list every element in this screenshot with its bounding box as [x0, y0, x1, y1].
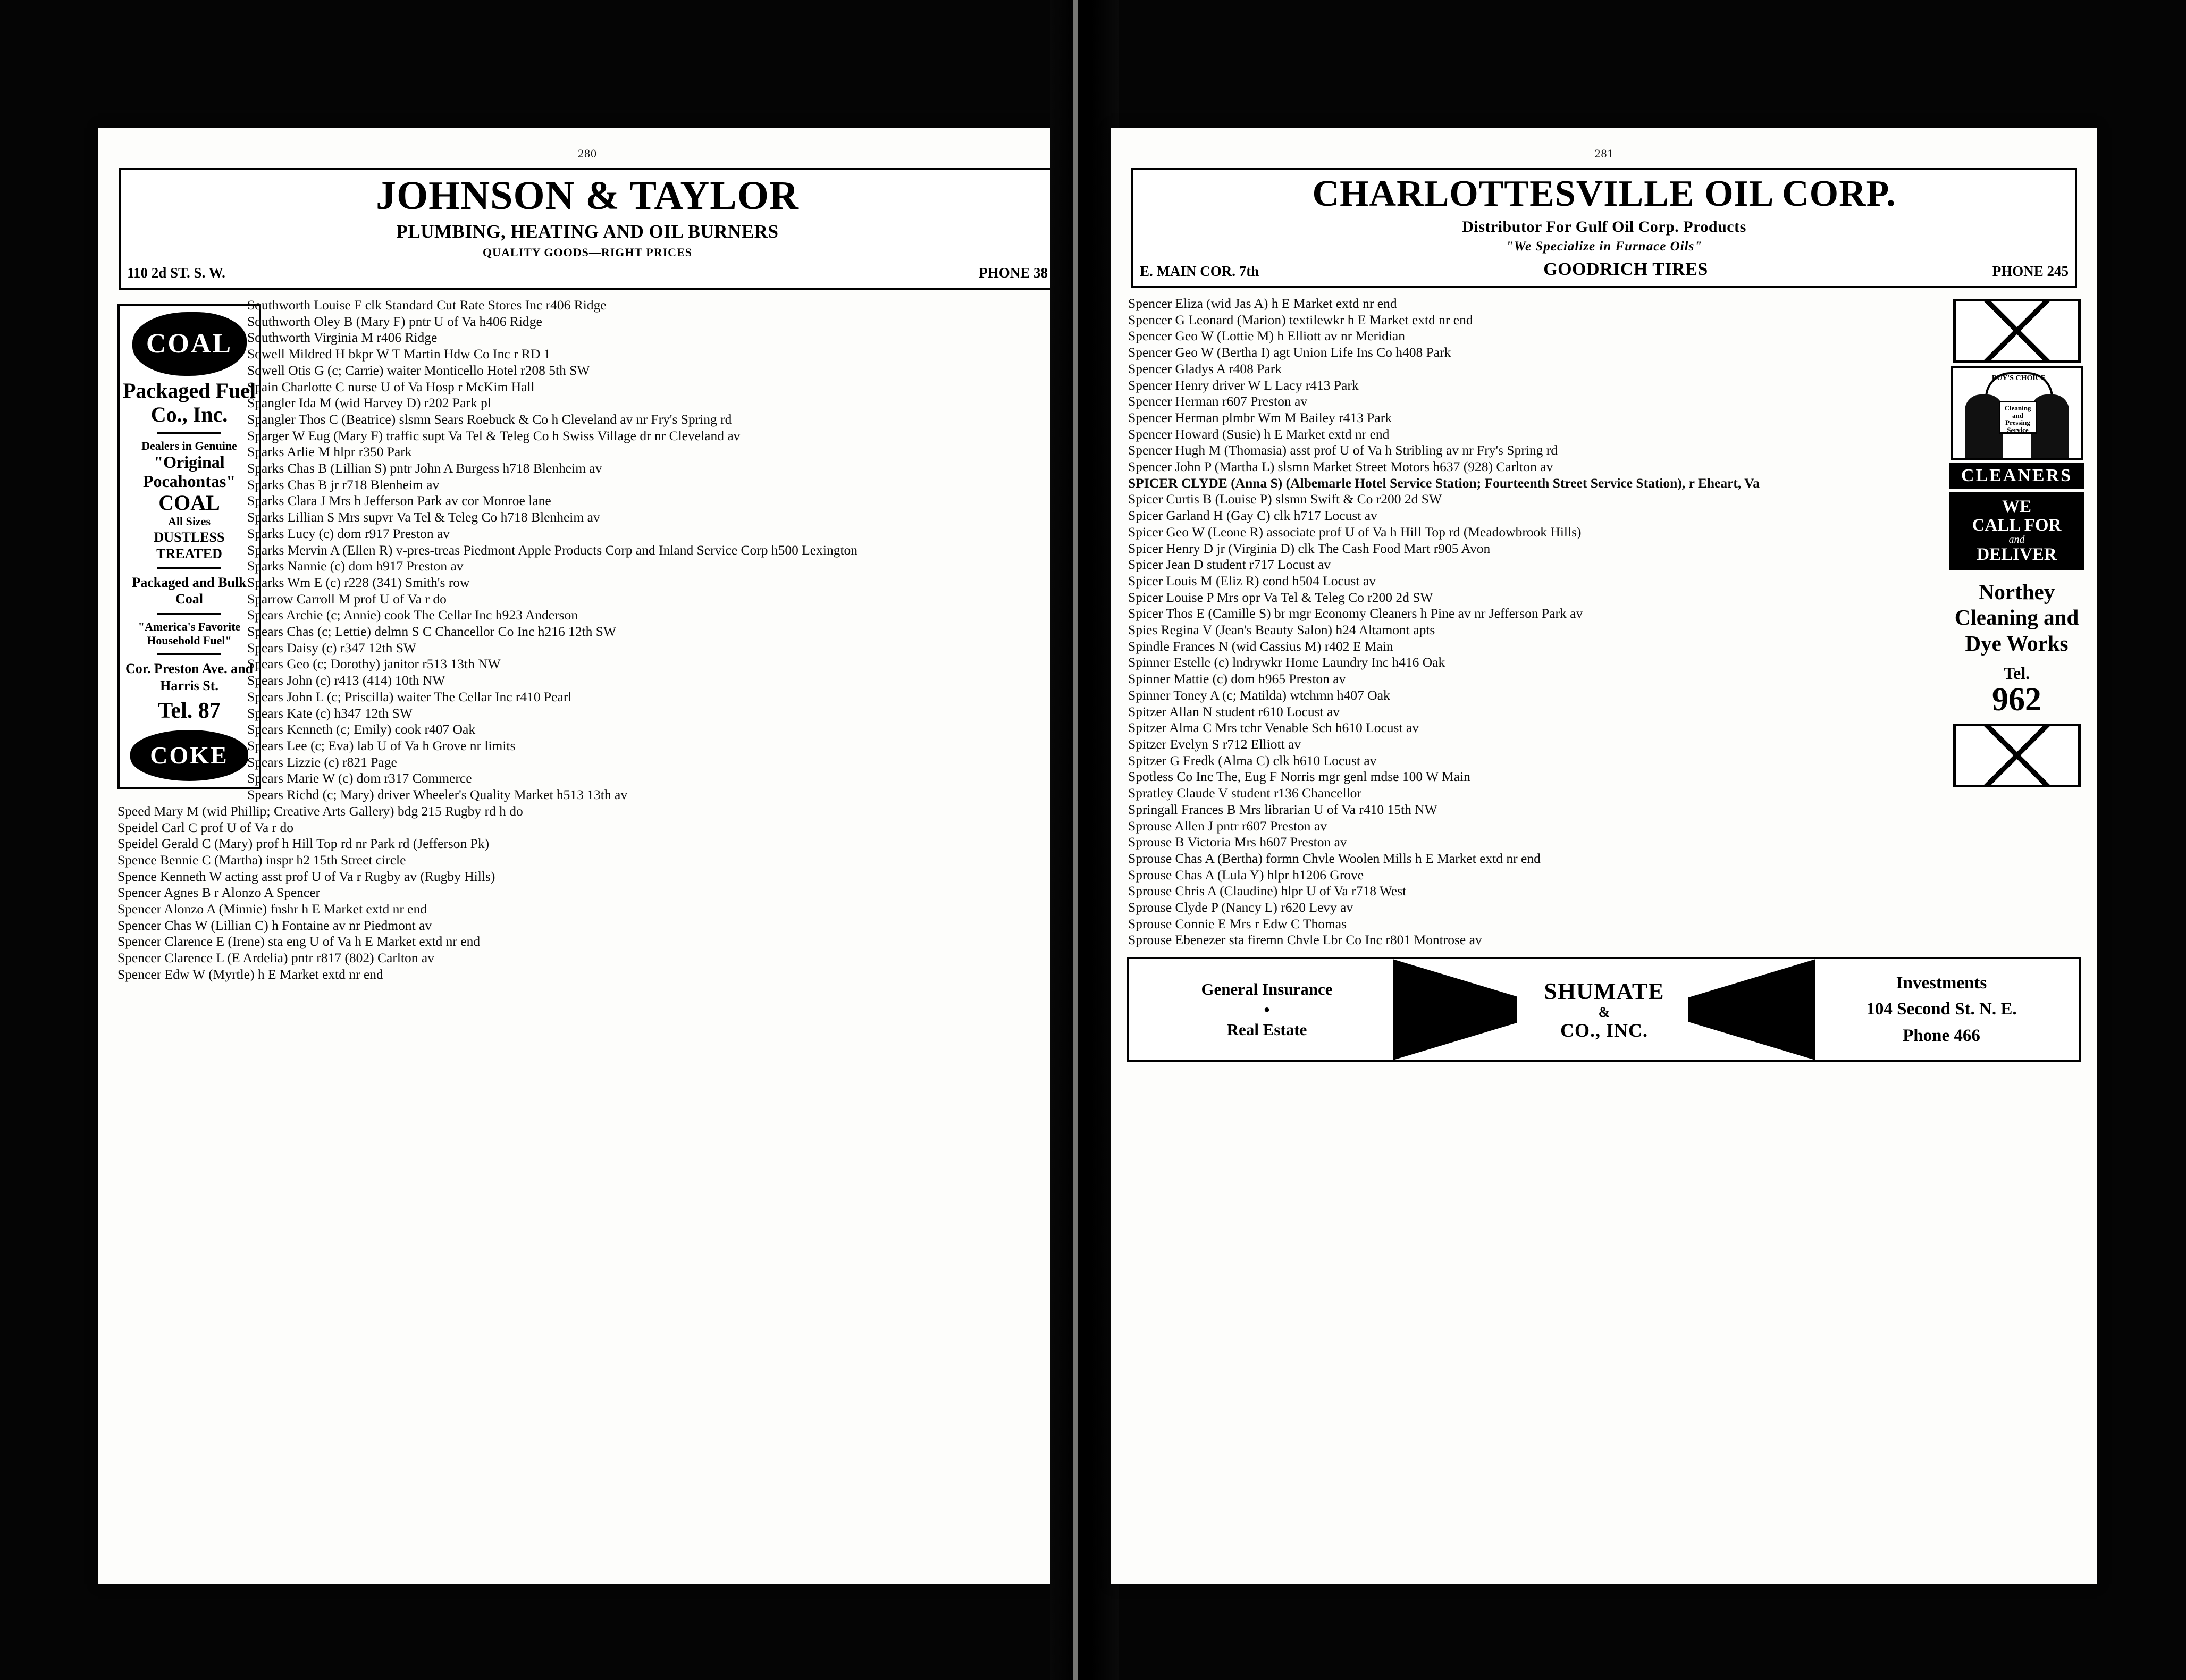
directory-entry: Spencer Chas W (Lillian C) h Fontaine av nr Piedmont av [117, 917, 432, 933]
divider [157, 432, 221, 434]
right-page [1111, 128, 2097, 1584]
cleaners-company-name: Northey Cleaning and Dye Works [1954, 579, 2079, 656]
worker-figure-icon [1965, 394, 2003, 458]
call-line-1: WE [2002, 497, 2031, 516]
directory-entry: Spinner Estelle (c) lndrywkr Home Laundry Inc h416 Oak [1128, 654, 1445, 670]
directory-entry: Spears John L (c; Priscilla) waiter The Cellar Inc r410 Pearl [247, 688, 572, 704]
directory-entry: Spears Chas (c; Lettie) delmn S C Chancellor Co Inc h216 12th SW [247, 624, 617, 640]
arc-banner: BUY'S CHOICE [1985, 372, 2053, 398]
ad-address: 110 2d ST. S. W. [127, 265, 225, 281]
shumate-ampersand: & [1598, 1004, 1610, 1020]
directory-entry: SPICER CLYDE (Anna S) (Albemarle Hotel Service Station; Fourteenth Street Service Station), r Eheart, Va [1128, 475, 1760, 491]
divider [157, 567, 221, 569]
cleaners-word: CLEANERS [1949, 463, 2084, 489]
directory-entry: Spangler Thos C (Beatrice) slsmn Sears Roebuck & Co h Cleveland av nr Fry's Spring rd [247, 411, 732, 427]
directory-entry: Southworth Louise F clk Standard Cut Rate Stores Inc r406 Ridge [247, 297, 607, 313]
directory-entry: Spears John (c) r413 (414) 10th NW [247, 673, 445, 688]
call-line-4: DELIVER [1977, 545, 2057, 565]
left-page-number: 280 [578, 147, 597, 160]
directory-entry: Spence Kenneth W acting asst prof U of Va r Rugby av (Rugby Hills) [117, 868, 495, 884]
directory-entry: Sprouse Clyde P (Nancy L) r620 Levy av [1128, 900, 1353, 915]
directory-entry: Spears Daisy (c) r347 12th SW [247, 640, 416, 656]
call-and-deliver-block [1949, 492, 2084, 570]
cleaners-illustration [1951, 366, 2083, 460]
coke-blob-icon: COKE [130, 730, 248, 781]
bullet-icon: ● [1263, 1004, 1271, 1016]
directory-entry: Spencer Geo W (Lottie M) h Elliott av nr Meridian [1128, 328, 1405, 344]
directory-entry: Sprouse Allen J pntr r607 Preston av [1128, 818, 1327, 834]
directory-entry: Spencer Hugh M (Thomasia) asst prof U of Va h Stribling av nr Fry's Spring rd [1128, 442, 1558, 458]
directory-entry: Sowell Otis G (c; Carrie) waiter Monticello Hotel r208 5th SW [247, 362, 590, 378]
ad-phone: PHONE 245 [1992, 263, 2069, 279]
ad-phone: PHONE 38 [979, 265, 1048, 281]
diamond-ornament-icon [1953, 724, 2081, 787]
shumate-suffix: CO., INC. [1560, 1020, 1648, 1041]
general-insurance-label: General Insurance [1201, 979, 1333, 998]
directory-entry: Sparks Lillian S Mrs supvr Va Tel & Teleg Co h718 Blenheim av [247, 509, 600, 525]
directory-entry: Spangler Ida M (wid Harvey D) r202 Park pl [247, 395, 491, 411]
book-gutter [1050, 0, 1119, 1680]
directory-entry: Spears Marie W (c) dom r317 Commerce [247, 770, 472, 786]
directory-entry: Spencer Eliza (wid Jas A) h E Market extd nr end [1128, 296, 1397, 311]
directory-entry: Spicer Louise P Mrs opr Va Tel & Teleg Co r200 2d SW [1128, 589, 1433, 605]
directory-entry: Spencer Agnes B r Alonzo A Spencer [117, 885, 321, 901]
shumate-phone: Phone 466 [1903, 1026, 1980, 1045]
shumate-address: 104 Second St. N. E. [1866, 999, 2017, 1019]
ad-tagline: QUALITY GOODS—RIGHT PRICES [483, 246, 692, 259]
divider [157, 653, 221, 655]
directory-entry: Spitzer Alma C Mrs tchr Venable Sch h610 Locust av [1128, 720, 1419, 736]
directory-entry: Spicer Thos E (Camille S) br mgr Economy Cleaners h Pine av nr Jefferson Park av [1128, 606, 1583, 621]
directory-entry: Spencer Howard (Susie) h E Market extd nr end [1128, 426, 1390, 442]
coal-dealers-line: Dealers in Genuine [141, 439, 237, 452]
ad-subtitle: Distributor For Gulf Oil Corp. Products [1462, 218, 1746, 236]
cleaners-tel-label: Tel. [2003, 663, 2030, 683]
shumate-name: SHUMATE [1544, 978, 1664, 1004]
directory-entry: Speidel Carl C prof U of Va r do [117, 819, 293, 835]
directory-entry: Spencer John P (Martha L) slsmn Market Street Motors h637 (928) Carlton av [1128, 459, 1553, 475]
call-line-3: and [2008, 534, 2025, 546]
coal-packaged-bulk: Packaged and Bulk Coal [132, 575, 247, 607]
coal-blob-icon: COAL [132, 312, 247, 376]
directory-entry: Spence Bennie C (Martha) inspr h2 15th Street circle [117, 852, 406, 868]
directory-entry: Spies Regina V (Jean's Beauty Salon) h24 Altamont apts [1128, 622, 1435, 638]
directory-entry: Spencer Gladys A r408 Park [1128, 360, 1282, 376]
directory-entry: Southworth Virginia M r406 Ridge [247, 330, 438, 346]
directory-entry: Spears Kate (c) h347 12th SW [247, 705, 413, 721]
directory-entry: Spicer Jean D student r717 Locust av [1128, 557, 1331, 573]
directory-entry: Spencer Alonzo A (Minnie) fnshr h E Market extd nr end [117, 901, 427, 917]
directory-entry: Spotless Co Inc The, Eug F Norris mgr genl mdse 100 W Main [1128, 769, 1470, 785]
directory-entry: Spicer Garland H (Gay C) clk h717 Locust av [1128, 508, 1377, 524]
left-page-body [98, 297, 1077, 982]
directory-entry: Spitzer G Fredk (Alma C) clk h610 Locust av [1128, 752, 1377, 768]
cleaners-tel-number: 962 [1992, 682, 2041, 718]
packaged-fuel-coal-advertisement [117, 304, 261, 789]
directory-entry: Spicer Curtis B (Louise P) slsmn Swift & Co r200 2d SW [1128, 491, 1442, 507]
directory-entry: Spears Richd (c; Mary) driver Wheeler's Quality Market h513 13th av [247, 787, 628, 803]
coal-telephone: Tel. 87 [158, 698, 221, 723]
johnson-taylor-advertisement [119, 168, 1056, 290]
left-directory-entries [117, 297, 1065, 982]
northey-cleaning-advertisement [1949, 299, 2084, 948]
directory-entry: Sparks Nannie (c) dom h917 Preston av [247, 558, 464, 574]
directory-entry: Spencer Geo W (Bertha I) agt Union Life Ins Co h408 Park [1128, 345, 1451, 360]
coal-slogan: "America's Favorite Household Fuel" [138, 619, 241, 648]
directory-entry: Springall Frances B Mrs librarian U of Va r410 15th NW [1128, 801, 1437, 817]
directory-entry: Spears Kenneth (c; Emily) cook r407 Oak [247, 721, 476, 737]
right-page-body [1111, 296, 2097, 948]
wedge-ornament-icon [1688, 959, 1815, 1060]
directory-entry: Sparger W Eug (Mary F) traffic supt Va Tel & Teleg Co h Swiss Village dr nr Cleveland av [247, 427, 741, 443]
ad-subtitle: PLUMBING, HEATING AND OIL BURNERS [396, 221, 779, 242]
directory-entry: Spears Archie (c; Annie) cook The Cellar Inc h923 Anderson [247, 607, 578, 623]
directory-entry: Spitzer Evelyn S r712 Elliott av [1128, 736, 1301, 752]
directory-entry: Sprouse Chas A (Lula Y) hlpr h1206 Grove [1128, 867, 1364, 883]
directory-entry: Spencer Herman r607 Preston av [1128, 393, 1308, 409]
wedge-ornament-icon [1393, 959, 1520, 1060]
directory-entry: Spencer Clarence E (Irene) sta eng U of Va h E Market extd nr end [117, 934, 481, 950]
coal-company-name: Packaged Fuel Co., Inc. [123, 379, 256, 426]
coal-brand: "Original Pocahontas" [142, 452, 236, 491]
ad-address: E. MAIN COR. 7th [1140, 263, 1259, 279]
shumate-right-text [1817, 959, 2066, 1060]
directory-entry: Sprouse Chas A (Bertha) formn Chvle Woolen Mills h E Market extd nr end [1128, 850, 1541, 866]
directory-entry: Sparrow Carroll M prof U of Va r do [247, 591, 447, 607]
directory-entry: Spencer G Leonard (Marion) textilewkr h E Market extd nr end [1128, 312, 1473, 327]
directory-entry: Spencer Edw W (Myrtle) h E Market extd nr end [117, 966, 383, 982]
directory-entry: Spencer Clarence L (E Ardelia) pntr r817 (802) Carlton av [117, 950, 434, 966]
shumate-co-advertisement [1127, 957, 2081, 1062]
service-tag: Cleaning and Pressing Service [1999, 401, 2037, 434]
directory-entry: Spinner Toney A (c; Matilda) wtchmn h407 Oak [1128, 687, 1390, 703]
directory-entry: Sparks Arlie M hlpr r350 Park [247, 444, 412, 460]
directory-entry: Spicer Louis M (Eliz R) cond h504 Locust av [1128, 573, 1376, 589]
directory-entry: Spears Lee (c; Eva) lab U of Va h Grove nr limits [247, 737, 516, 753]
directory-entry: Spindle Frances N (wid Cassius M) r402 E Main [1128, 638, 1393, 654]
directory-entry: Sparks Chas B jr r718 Blenheim av [247, 476, 440, 492]
directory-entry: Sparks Wm E (c) r228 (341) Smith's row [247, 574, 470, 590]
left-page [98, 128, 1077, 1584]
directory-entry: Spinner Mattie (c) dom h965 Preston av [1128, 671, 1346, 687]
directory-entry: Sparks Clara J Mrs h Jefferson Park av cor Monroe lane [247, 493, 551, 509]
directory-entry: Sowell Mildred H bkpr W T Martin Hdw Co Inc r RD 1 [247, 346, 551, 362]
right-page-number: 281 [1594, 147, 1614, 160]
directory-entry: Spencer Henry driver W L Lacy r413 Park [1128, 377, 1359, 393]
shumate-company-block [1517, 959, 1692, 1060]
gutter-highlight [1073, 0, 1078, 1680]
ad-product-line: GOODRICH TIRES [1543, 259, 1708, 279]
ad-title: CHARLOTTESVILLE OIL CORP. [1312, 173, 1896, 214]
ad-title: JOHNSON & TAYLOR [376, 173, 799, 218]
directory-entry: Sparks Lucy (c) dom r917 Preston av [247, 525, 450, 541]
directory-entry: Sparks Mervin A (Ellen R) v-pres-treas Piedmont Apple Products Corp and Inland Service Corp h500 Lexington [247, 542, 858, 558]
charlottesville-oil-advertisement [1131, 168, 2077, 288]
shumate-left-text [1142, 959, 1392, 1060]
right-directory-entries [1128, 296, 1949, 948]
directory-entry: Spicer Henry D jr (Virginia D) clk The Cash Food Mart r905 Avon [1128, 540, 1491, 556]
coal-word-2: COAL [158, 491, 220, 515]
directory-entry: Speidel Gerald C (Mary) prof h Hill Top rd nr Park rd (Jefferson Pk) [117, 836, 490, 852]
directory-entry: Spears Geo (c; Dorothy) janitor r513 13th NW [247, 656, 501, 672]
directory-entry: Southworth Oley B (Mary F) pntr U of Va h406 Ridge [247, 313, 542, 329]
directory-entry: Spencer Herman plmbr Wm M Bailey r413 Park [1128, 409, 1392, 425]
ad-tagline: "We Specialize in Furnace Oils" [1506, 239, 1703, 254]
divider [157, 613, 221, 615]
directory-entry: Sprouse Ebenezer sta firemn Chvle Lbr Co Inc r801 Montrose av [1128, 932, 1482, 948]
directory-entry: Spicer Geo W (Leone R) associate prof U of Va h Hill Top rd (Meadowbrook Hills) [1128, 524, 1582, 540]
directory-entry: Sprouse Chris A (Claudine) hlpr U of Va r718 West [1128, 883, 1407, 899]
directory-entry: Spain Charlotte C nurse U of Va Hosp r McKim Hall [247, 379, 535, 394]
directory-entry: Spitzer Allan N student r610 Locust av [1128, 703, 1340, 719]
directory-entry: Spears Lizzie (c) r821 Page [247, 754, 397, 770]
call-line-2: CALL FOR [1972, 515, 2062, 535]
investments-label: Investments [1896, 973, 1987, 993]
directory-entry: Sprouse Connie E Mrs r Edw C Thomas [1128, 915, 1347, 931]
coal-sizes: All Sizes [167, 515, 211, 528]
directory-entry: Speed Mary M (wid Phillip; Creative Arts Gallery) bdg 215 Rugby rd h do [117, 803, 523, 819]
real-estate-label: Real Estate [1226, 1020, 1307, 1039]
diamond-ornament-icon [1953, 299, 2081, 363]
directory-entry: Sparks Chas B (Lillian S) pntr John A Burgess h718 Blenheim av [247, 460, 602, 476]
coal-address: Cor. Preston Ave. and Harris St. [125, 661, 254, 693]
directory-entry: Spratley Claude V student r136 Chancellor [1128, 785, 1361, 801]
coal-dustless: DUSTLESS TREATED [154, 529, 225, 562]
directory-entry: Sprouse B Victoria Mrs h607 Preston av [1128, 834, 1347, 850]
